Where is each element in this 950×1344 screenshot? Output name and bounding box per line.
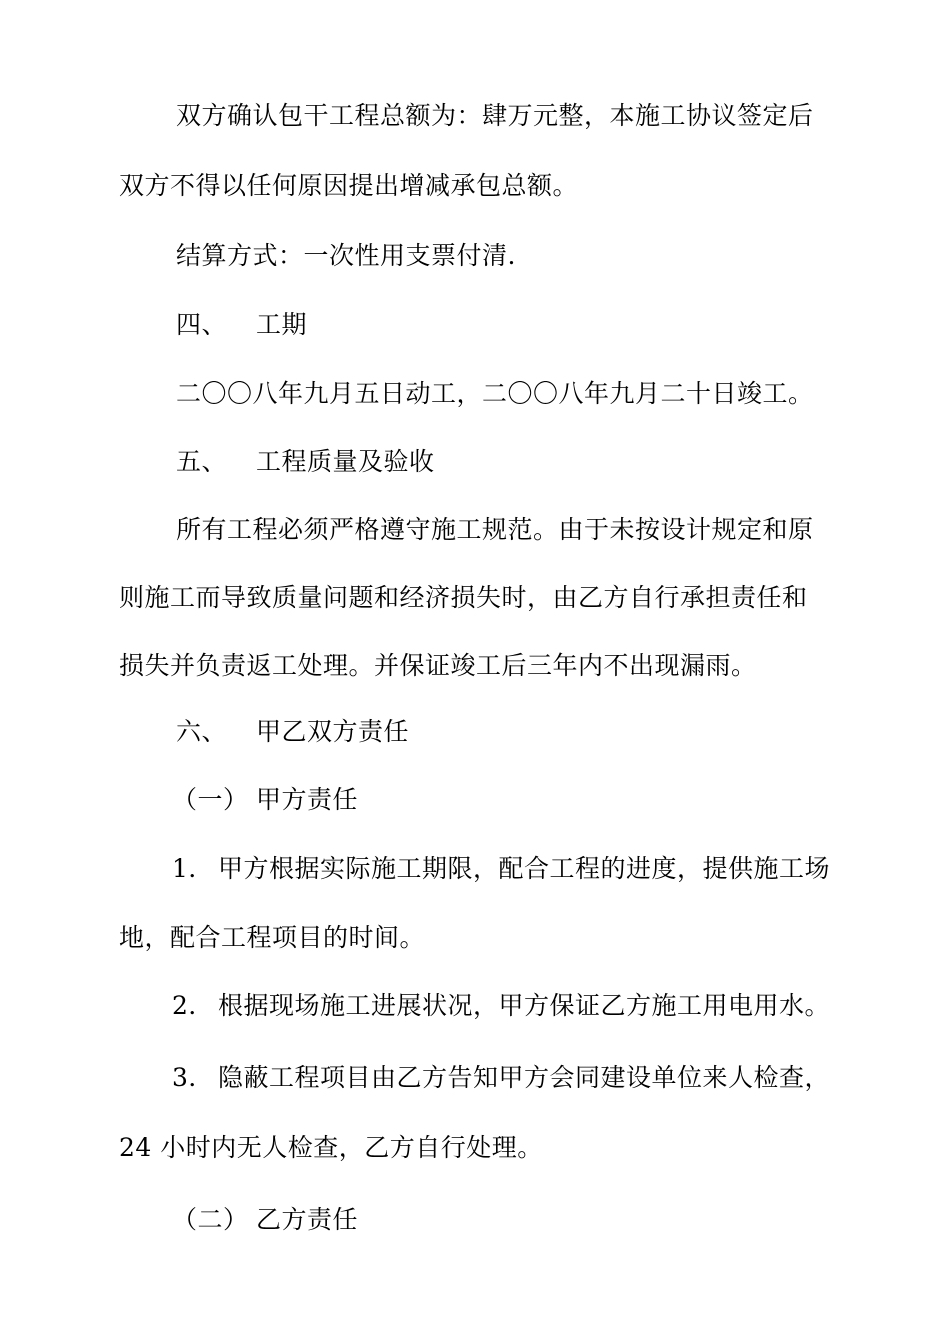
item-text: 甲方根据实际施工期限，配合工程的进度，提供施工场	[218, 854, 831, 883]
paragraph-line: 结算方式：一次性用支票付清.	[176, 241, 516, 270]
subsection-title: 甲方责任	[256, 785, 359, 814]
section-heading-5	[176, 446, 435, 478]
paragraph-line: 双方不得以任何原因提出增减承包总额。	[119, 171, 579, 200]
item-text: 隐蔽工程项目由乙方告知甲方会同建设单位来人检查，	[218, 1063, 831, 1092]
item-number: 1．	[172, 854, 214, 883]
section-heading-4	[176, 309, 307, 341]
section-number: 四、	[176, 310, 228, 339]
paragraph-line: 地，配合工程项目的时间。	[119, 923, 426, 952]
subsection-heading-2	[172, 1204, 358, 1236]
item-number: 3．	[172, 1063, 214, 1092]
list-item-2	[172, 990, 830, 1022]
paragraph-line: 双方确认包干工程总额为：肆万元整，本施工协议签定后	[176, 101, 814, 130]
list-item-1	[172, 853, 830, 885]
section-title: 工期	[256, 310, 308, 339]
paragraph-line: 损失并负责返工处理。并保证竣工后三年内不出现漏雨。	[119, 651, 757, 680]
section-number: 五、	[176, 447, 228, 476]
subsection-number: （二）	[172, 1205, 249, 1234]
section-heading-6	[176, 716, 409, 748]
paragraph-line: 则施工而导致质量问题和经济损失时，由乙方自行承担责任和	[119, 583, 808, 612]
subsection-number: （一）	[172, 785, 249, 814]
list-item-3	[172, 1062, 830, 1094]
item-text: 根据现场施工进展状况，甲方保证乙方施工用电用水。	[218, 991, 831, 1020]
section-title: 甲乙双方责任	[256, 717, 410, 746]
subsection-heading-1	[172, 784, 358, 816]
subsection-title: 乙方责任	[256, 1205, 359, 1234]
paragraph-line: 所有工程必须严格遵守施工规范。由于未按设计规定和原	[176, 515, 814, 544]
section-title: 工程质量及验收	[256, 447, 435, 476]
paragraph-line: 24 小时内无人检查，乙方自行处理。	[119, 1133, 543, 1162]
paragraph-line: 二〇〇八年九月五日动工，二〇〇八年九月二十日竣工。	[176, 379, 814, 408]
section-number: 六、	[176, 717, 228, 746]
item-number: 2．	[172, 991, 214, 1020]
